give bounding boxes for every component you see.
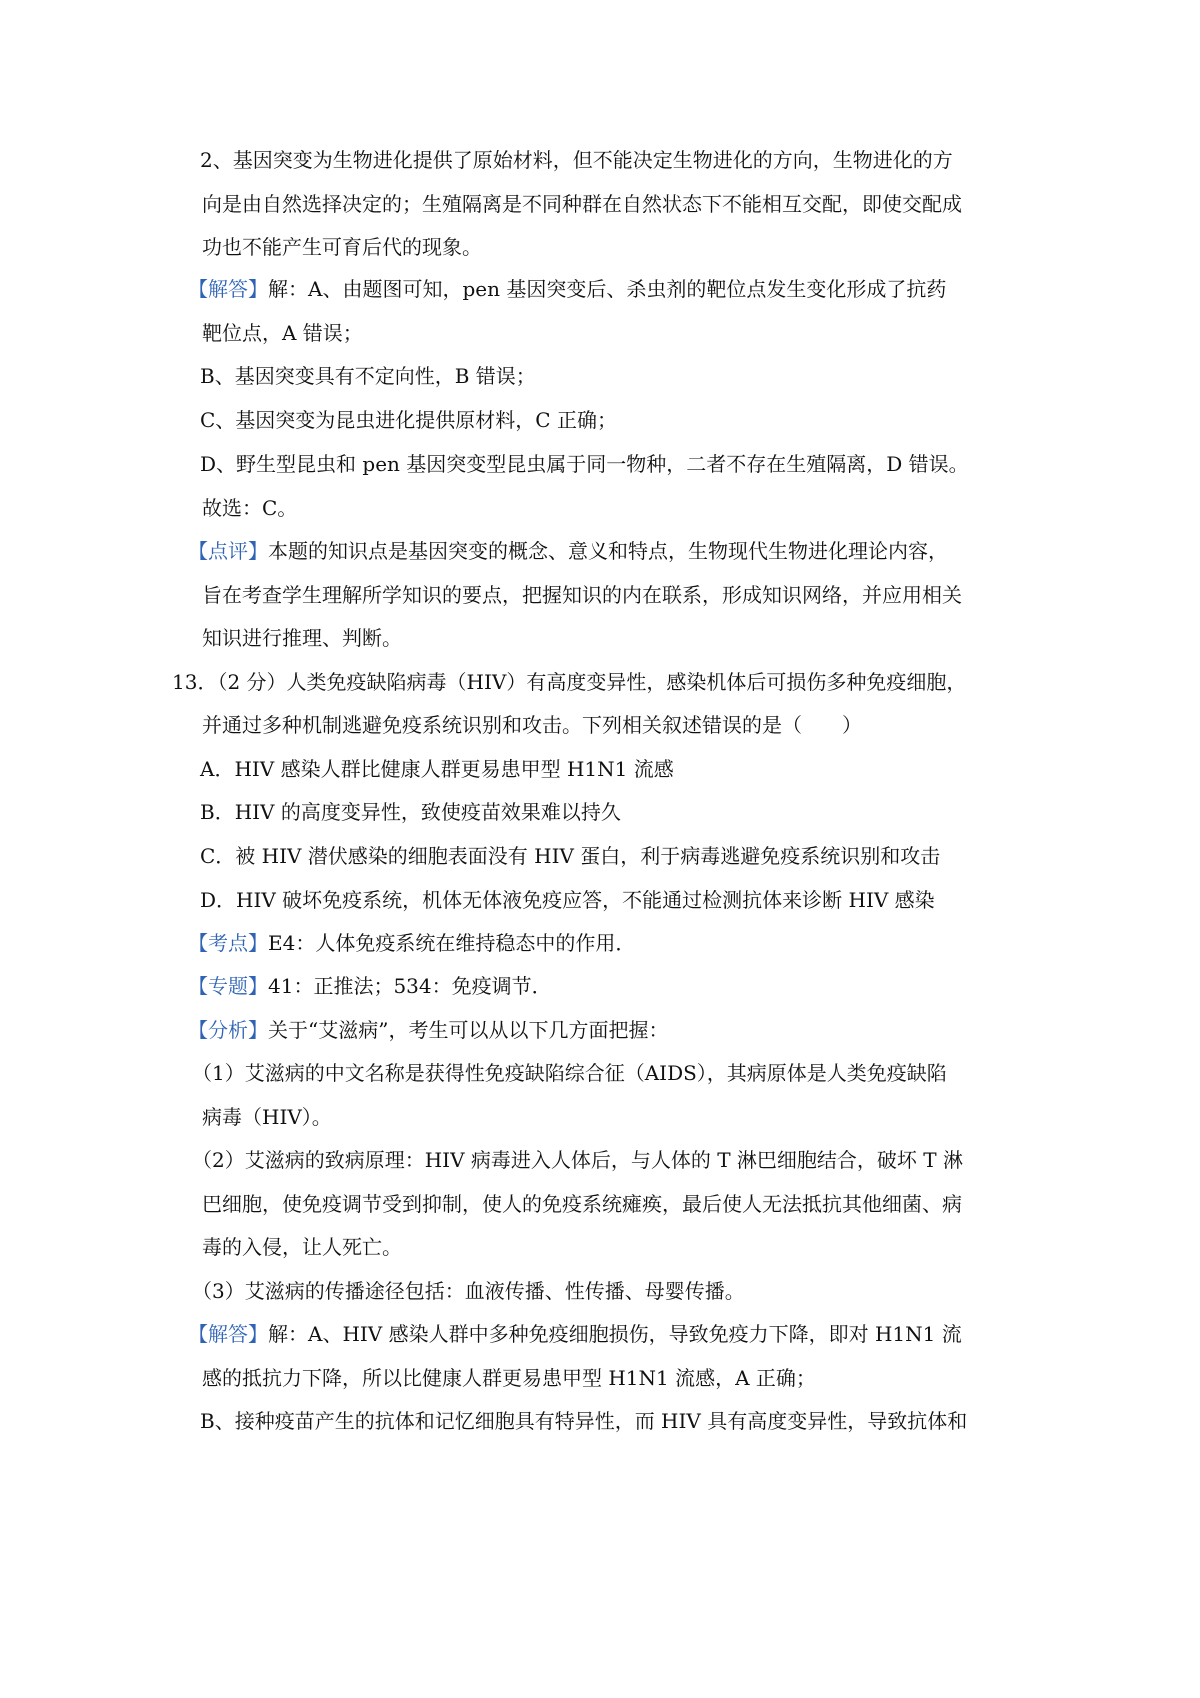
text-line: 故选：C。 bbox=[202, 496, 298, 520]
answer-text: 解：A、由题图可知，pen 基因突变后、杀虫剂的靶位点发生变化形成了抗药 bbox=[268, 277, 947, 301]
question-stem: 13．（2 分）人类免疫缺陷病毒（HIV）有高度变异性，感染机体后可损伤多种免疫细胞， bbox=[172, 670, 967, 694]
analysis-tag: 【分析】 bbox=[188, 1018, 268, 1042]
text-line: 旨在考查学生理解所学知识的要点，把握知识的内在联系，形成知识网络，并应用相关 bbox=[202, 583, 962, 607]
text-line: 靶位点，A 错误； bbox=[202, 321, 363, 345]
answer-tag: 【解答】 bbox=[188, 277, 268, 301]
text-line: （3）艾滋病的传播途径包括：血液传播、性传播、母婴传播。 bbox=[192, 1279, 745, 1303]
text-line: C、基因突变为昆虫进化提供原材料，C 正确； bbox=[200, 408, 617, 432]
text-line: B、接种疫苗产生的抗体和记忆细胞具有特异性，而 HIV 具有高度变异性，导致抗体和 bbox=[200, 1409, 968, 1433]
option-a: A．HIV 感染人群比健康人群更易患甲型 H1N1 流感 bbox=[200, 757, 674, 781]
option-b: B．HIV 的高度变异性，致使疫苗效果难以持久 bbox=[200, 800, 621, 824]
text-line: 毒的入侵，让人死亡。 bbox=[202, 1235, 402, 1259]
text-line: B、基因突变具有不定向性，B 错误； bbox=[200, 364, 536, 388]
analysis-line bbox=[0, 1016, 1200, 1044]
topic-text: 41：正推法；534：免疫调节． bbox=[268, 974, 552, 998]
text-line: （2）艾滋病的致病原理：HIV 病毒进入人体后，与人体的 T 淋巴细胞结合，破坏 T 淋 bbox=[192, 1148, 963, 1172]
question-stem: 并通过多种机制逃避免疫系统识别和攻击。下列相关叙述错误的是（ ） bbox=[202, 713, 862, 737]
topic-tag: 【专题】 bbox=[188, 974, 268, 998]
comment-line bbox=[0, 537, 1200, 565]
text-line: 功也不能产生可育后代的现象。 bbox=[202, 235, 482, 259]
topic-line bbox=[0, 972, 1200, 1000]
option-d: D．HIV 破坏免疫系统，机体无体液免疫应答，不能通过检测抗体来诊断 HIV 感染 bbox=[200, 888, 935, 912]
answer-text: 解：A、HIV 感染人群中多种免疫细胞损伤，导致免疫力下降，即对 H1N1 流 bbox=[268, 1322, 962, 1346]
text-line: 2、基因突变为生物进化提供了原始材料，但不能决定生物进化的方向，生物进化的方 bbox=[200, 148, 953, 172]
knowledge-point-line bbox=[0, 929, 1200, 957]
comment-tag: 【点评】 bbox=[188, 539, 268, 563]
text-line: （1）艾滋病的中文名称是获得性免疫缺陷综合征（AIDS），其病原体是人类免疫缺陷 bbox=[192, 1061, 947, 1085]
knowledge-point-text: E4：人体免疫系统在维持稳态中的作用． bbox=[268, 931, 636, 955]
option-c: C．被 HIV 潜伏感染的细胞表面没有 HIV 蛋白，利于病毒逃避免疫系统识别和攻击 bbox=[200, 844, 941, 868]
text-line: 感的抵抗力下降，所以比健康人群更易患甲型 H1N1 流感，A 正确； bbox=[202, 1366, 816, 1390]
text-line: 病毒（HIV）。 bbox=[202, 1105, 332, 1129]
knowledge-point-tag: 【考点】 bbox=[188, 931, 268, 955]
answer-tag: 【解答】 bbox=[188, 1322, 268, 1346]
analysis-text: 关于“艾滋病”，考生可以从以下几方面把握： bbox=[268, 1018, 669, 1042]
text-line: D、野生型昆虫和 pen 基因突变型昆虫属于同一物种，二者不存在生殖隔离，D 错误。 bbox=[200, 452, 969, 476]
answer-line bbox=[0, 275, 1200, 303]
text-line: 知识进行推理、判断。 bbox=[202, 626, 402, 650]
text-line: 向是由自然选择决定的；生殖隔离是不同种群在自然状态下不能相互交配，即使交配成 bbox=[202, 192, 962, 216]
comment-text: 本题的知识点是基因突变的概念、意义和特点，生物现代生物进化理论内容， bbox=[268, 539, 948, 563]
text-line: 巴细胞，使免疫调节受到抑制，使人的免疫系统瘫痪，最后使人无法抵抗其他细菌、病 bbox=[202, 1192, 962, 1216]
answer-line bbox=[0, 1320, 1200, 1348]
